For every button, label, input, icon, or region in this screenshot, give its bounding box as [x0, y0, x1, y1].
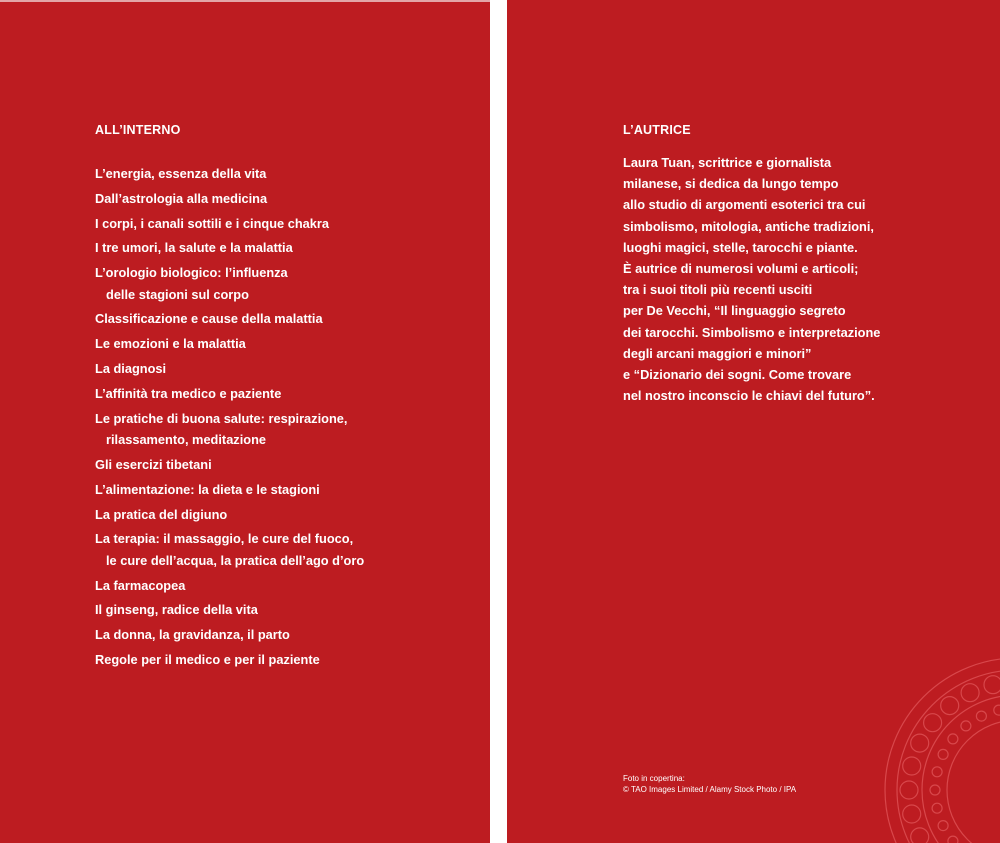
author-bio-line: e “Dizionario dei sogni. Come trovare	[623, 367, 852, 383]
contents-item	[95, 383, 475, 405]
contents-item-text: Le emozioni e la malattia	[95, 336, 246, 352]
contents-item-text: I corpi, i canali sottili e i cinque chakra	[95, 215, 329, 231]
photo-credit	[623, 774, 796, 795]
author-bio-line: degli arcani maggiori e minori”	[623, 345, 812, 361]
contents-item	[95, 308, 475, 330]
contents-item-text: La diagnosi	[95, 361, 167, 377]
contents-item	[95, 163, 475, 185]
contents-item	[95, 504, 475, 526]
contents-item	[95, 237, 475, 259]
mandala-ornament-icon	[867, 640, 1000, 843]
contents-item	[95, 213, 475, 235]
contents-item-text: I tre umori, la salute e la malattia	[95, 240, 293, 256]
contents-item	[95, 333, 475, 355]
contents-item-text: La donna, la gravidanza, il parto	[95, 627, 290, 643]
contents-item-continuation: le cure dell’acqua, la pratica dell’ago d’oro	[106, 552, 365, 568]
author-heading: L’AUTRICE	[623, 123, 691, 137]
contents-item	[95, 599, 475, 621]
contents-item-text: La pratica del digiuno	[95, 506, 228, 522]
left-flap	[0, 0, 490, 843]
contents-item-text: Dall’astrologia alla medicina	[95, 190, 268, 206]
contents-list	[95, 163, 475, 674]
contents-item	[95, 454, 475, 476]
contents-item	[95, 358, 475, 380]
author-bio-line: Laura Tuan, scrittrice e giornalista	[623, 155, 832, 170]
contents-item	[95, 262, 475, 305]
contents-item	[95, 188, 475, 210]
author-bio	[623, 152, 983, 406]
author-bio-line: dei tarocchi. Simbolismo e interpretazione	[623, 324, 881, 340]
author-bio-line: milanese, si dedica da lungo tempo	[623, 176, 839, 192]
author-bio-line: simbolismo, mitologia, antiche tradizioni,	[623, 218, 874, 234]
contents-item-text: L’orologio biologico: l’influenza	[95, 265, 288, 281]
author-bio-line: luoghi magici, stelle, tarocchi e piante.	[623, 239, 858, 255]
contents-item-continuation: delle stagioni sul corpo	[106, 286, 249, 302]
contents-item-text: Le pratiche di buona salute: respirazione,	[95, 410, 348, 426]
contents-item	[95, 649, 475, 671]
contents-item-text: L’alimentazione: la dieta e le stagioni	[95, 481, 320, 497]
photo-credit-line: © TAO Images Limited / Alamy Stock Photo / IPA	[623, 784, 797, 794]
photo-credit-line: Foto in copertina:	[623, 774, 685, 783]
author-bio-line: È autrice di numerosi volumi e articoli;	[623, 261, 859, 277]
contents-item	[95, 575, 475, 597]
contents-item-continuation: rilassamento, meditazione	[106, 432, 267, 448]
contents-item-text: Gli esercizi tibetani	[95, 456, 212, 472]
contents-item	[95, 408, 475, 451]
contents-item-text: Regole per il medico e per il paziente	[95, 652, 320, 668]
contents-item	[95, 479, 475, 501]
author-bio-line: nel nostro inconscio le chiavi del futuro”.	[623, 388, 875, 404]
contents-item-text: Classificazione e cause della malattia	[95, 311, 323, 327]
contents-item	[95, 624, 475, 646]
author-bio-line: per De Vecchi, “Il linguaggio segreto	[623, 303, 846, 319]
top-edge-line	[0, 0, 490, 2]
contents-item-text: L’affinità tra medico e paziente	[95, 385, 282, 401]
contents-item	[95, 528, 475, 571]
contents-item-text: La farmacopea	[95, 577, 186, 593]
contents-item-text: Il ginseng, radice della vita	[95, 602, 258, 618]
author-bio-line: allo studio di argomenti esoterici tra cui	[623, 197, 866, 213]
contents-heading: ALL’INTERNO	[95, 123, 181, 137]
contents-item-text: La terapia: il massaggio, le cure del fuoco,	[95, 531, 354, 547]
right-flap	[507, 0, 1000, 843]
contents-item-text: L’energia, essenza della vita	[95, 166, 267, 181]
author-bio-line: tra i suoi titoli più recenti usciti	[623, 282, 813, 298]
